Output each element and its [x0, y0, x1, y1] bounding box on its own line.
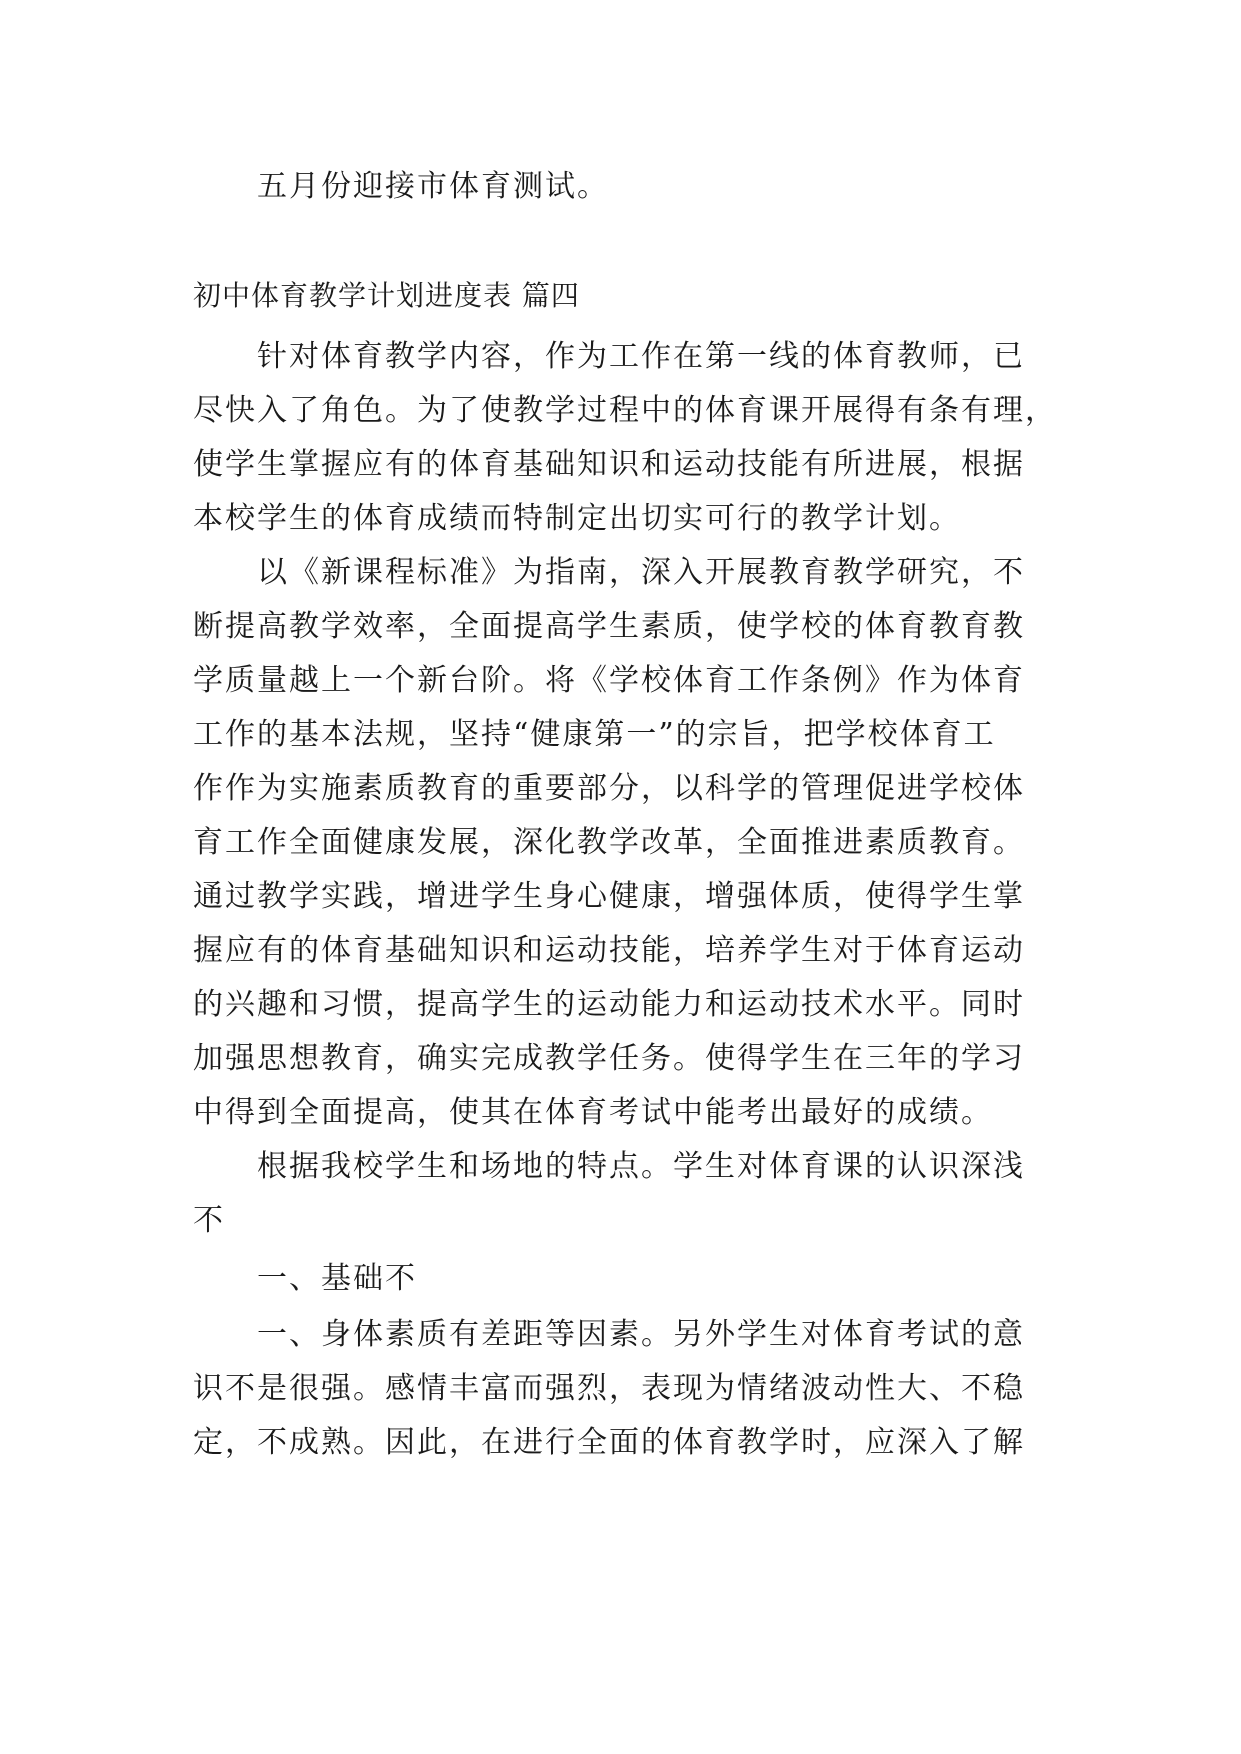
paragraph-line: 定，不成熟。因此，在进行全面的体育教学时，应深入了解 — [193, 1425, 1025, 1460]
paragraph-line: 使学生掌握应有的体育基础知识和运动技能有所进展，根据 — [193, 447, 1025, 482]
paragraph-line: 不 — [193, 1203, 225, 1238]
paragraph-line: 针对体育教学内容，作为工作在第一线的体育教师，已 — [257, 339, 1025, 374]
paragraph-line: 加强思想教育，确实完成教学任务。使得学生在三年的学习 — [193, 1041, 1025, 1076]
paragraph-line: 以《新课程标准》为指南，深入开展教育教学研究，不 — [257, 555, 1025, 590]
paragraph-line: 通过教学实践，增进学生身心健康，增强体质，使得学生掌 — [193, 879, 1025, 914]
paragraph-line: 断提高教学效率，全面提高学生素质，使学校的体育教育教 — [193, 609, 1025, 644]
paragraph-line: 工作的基本法规，坚持“健康第一”的宗旨，把学校体育工 — [193, 717, 996, 752]
paragraph-line: 一、身体素质有差距等因素。另外学生对体育考试的意 — [257, 1317, 1025, 1352]
paragraph-line: 育工作全面健康发展，深化教学改革，全面推进素质教育。 — [193, 825, 1025, 860]
paragraph-line: 五月份迎接市体育测试。 — [257, 169, 609, 204]
paragraph-line: 识不是很强。感情丰富而强烈，表现为情绪波动性大、不稳 — [193, 1371, 1025, 1406]
paragraph-line: 尽快入了角色。为了使教学过程中的体育课开展得有条有理， — [193, 393, 1057, 428]
paragraph-line: 中得到全面提高，使其在体育考试中能考出最好的成绩。 — [193, 1095, 993, 1130]
paragraph-line: 握应有的体育基础知识和运动技能，培养学生对于体育运动 — [193, 933, 1025, 968]
paragraph-line: 根据我校学生和场地的特点。学生对体育课的认识深浅 — [257, 1149, 1025, 1184]
paragraph-line: 作作为实施素质教育的重要部分，以科学的管理促进学校体 — [193, 771, 1025, 806]
paragraph-line: 本校学生的体育成绩而特制定出切实可行的教学计划。 — [193, 501, 961, 536]
paragraph-line: 的兴趣和习惯，提高学生的运动能力和运动技术水平。同时 — [193, 987, 1025, 1022]
section-heading: 初中体育教学计划进度表 篇四 — [193, 279, 580, 312]
paragraph-line: 学质量越上一个新台阶。将《学校体育工作条例》作为体育 — [193, 663, 1025, 698]
paragraph-line: 一、基础不 — [257, 1261, 417, 1296]
